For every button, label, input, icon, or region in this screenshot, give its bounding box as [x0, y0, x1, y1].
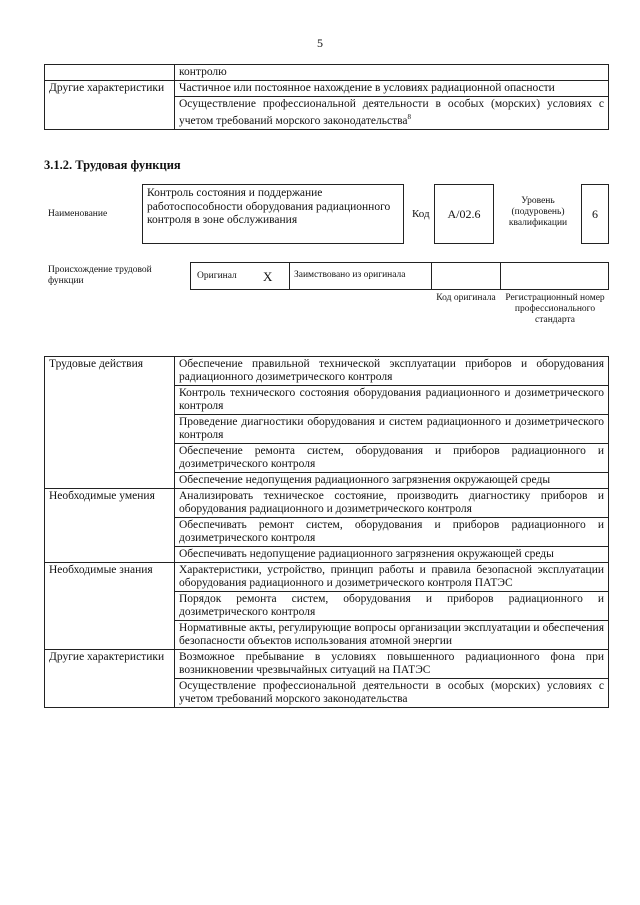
table-cell: Контроль технического состояния оборудования радиационного и дозиметрического контроля [175, 386, 609, 415]
footnote-mark: 8 [407, 113, 411, 121]
top-table-item-text: Осуществление профессиональной деятельности в особых (морских) условиях с учетом требований морского законодательства [179, 98, 604, 127]
function-code-box: A/02.6 [434, 184, 494, 244]
top-table-label: Другие характеристики [45, 81, 175, 130]
table-cell: Анализировать техническое состояние, производить диагностику приборов и оборудования радиационного и дозиметрического контроля [175, 489, 609, 518]
original-label: Оригинал [197, 271, 237, 281]
borrowed-label: Заимствовано из оригинала [294, 270, 406, 280]
name-label: Наименование [48, 209, 108, 219]
table-cell: Нормативные акты, регулирующие вопросы организации эксплуатации и обеспечения безопасности объектов использования атомной энергии [175, 621, 609, 650]
row-label-other-characteristics: Другие характеристики [45, 650, 175, 708]
table-cell: Обеспечение недопущения радиационного загрязнения окружающей среды [175, 473, 609, 489]
code-caption: Код оригинала [436, 293, 496, 303]
row-label-labor-actions: Трудовые действия [45, 357, 175, 489]
original-code-cell [431, 262, 501, 290]
row-label-required-skills: Необходимые умения [45, 489, 175, 563]
registration-number-cell [500, 262, 609, 290]
qualification-level-box: 6 [581, 184, 609, 244]
original-cell [190, 262, 290, 290]
borrowed-cell [289, 262, 432, 290]
function-name-box: Контроль состояния и поддержание работоспособности оборудования радиационного контроля в зоне обслуживания [142, 184, 404, 244]
labor-function-table [44, 356, 609, 708]
original-mark: X [263, 269, 273, 284]
section-heading: 3.1.2. Трудовая функция [44, 158, 181, 172]
top-table-item [175, 97, 609, 130]
table-cell: Порядок ремонта систем, оборудования и приборов радиационного и дозиметрического контроля [175, 592, 609, 621]
top-table-empty-cell [45, 65, 175, 81]
page-number: 5 [317, 36, 323, 50]
level-label: Уровень (подуровень) квалификации [508, 196, 568, 228]
origin-label: Происхождение трудовой функции [48, 265, 152, 286]
registration-caption: Регистрационный номер профессионального стандарта [505, 293, 605, 325]
top-table-item: Частичное или постоянное нахождение в условиях радиационной опасности [175, 81, 609, 97]
table-cell: Обеспечение правильной технической эксплуатации приборов и оборудования радиационного дозиметрического контроля [175, 357, 609, 386]
row-label-required-knowledge: Необходимые знания [45, 563, 175, 650]
table-cell: Проведение диагностики оборудования и систем радиационного и дозиметрического контроля [175, 415, 609, 444]
top-characteristics-table [44, 64, 609, 130]
table-cell: Обеспечивать недопущение радиационного загрязнения окружающей среды [175, 547, 609, 563]
top-table-continuation: контролю [175, 65, 609, 81]
table-cell: Характеристики, устройство, принцип работы и правила безопасной эксплуатации оборудования радиационного и дозиметрического контроля ПАТЭС [175, 563, 609, 592]
table-cell: Обеспечивать ремонт систем, оборудования и приборов радиационного и дозиметрического контроля [175, 518, 609, 547]
table-cell: Осуществление профессиональной деятельности в особых (морских) условиях с учетом требований морского законодательства [175, 679, 609, 708]
table-cell: Возможное пребывание в условиях повышенного радиационного фона при возникновении чрезвычайных ситуаций на ПАТЭС [175, 650, 609, 679]
code-label: Код [412, 208, 430, 220]
table-cell: Обеспечение ремонта систем, оборудования и приборов радиационного и дозиметрического контроля [175, 444, 609, 473]
